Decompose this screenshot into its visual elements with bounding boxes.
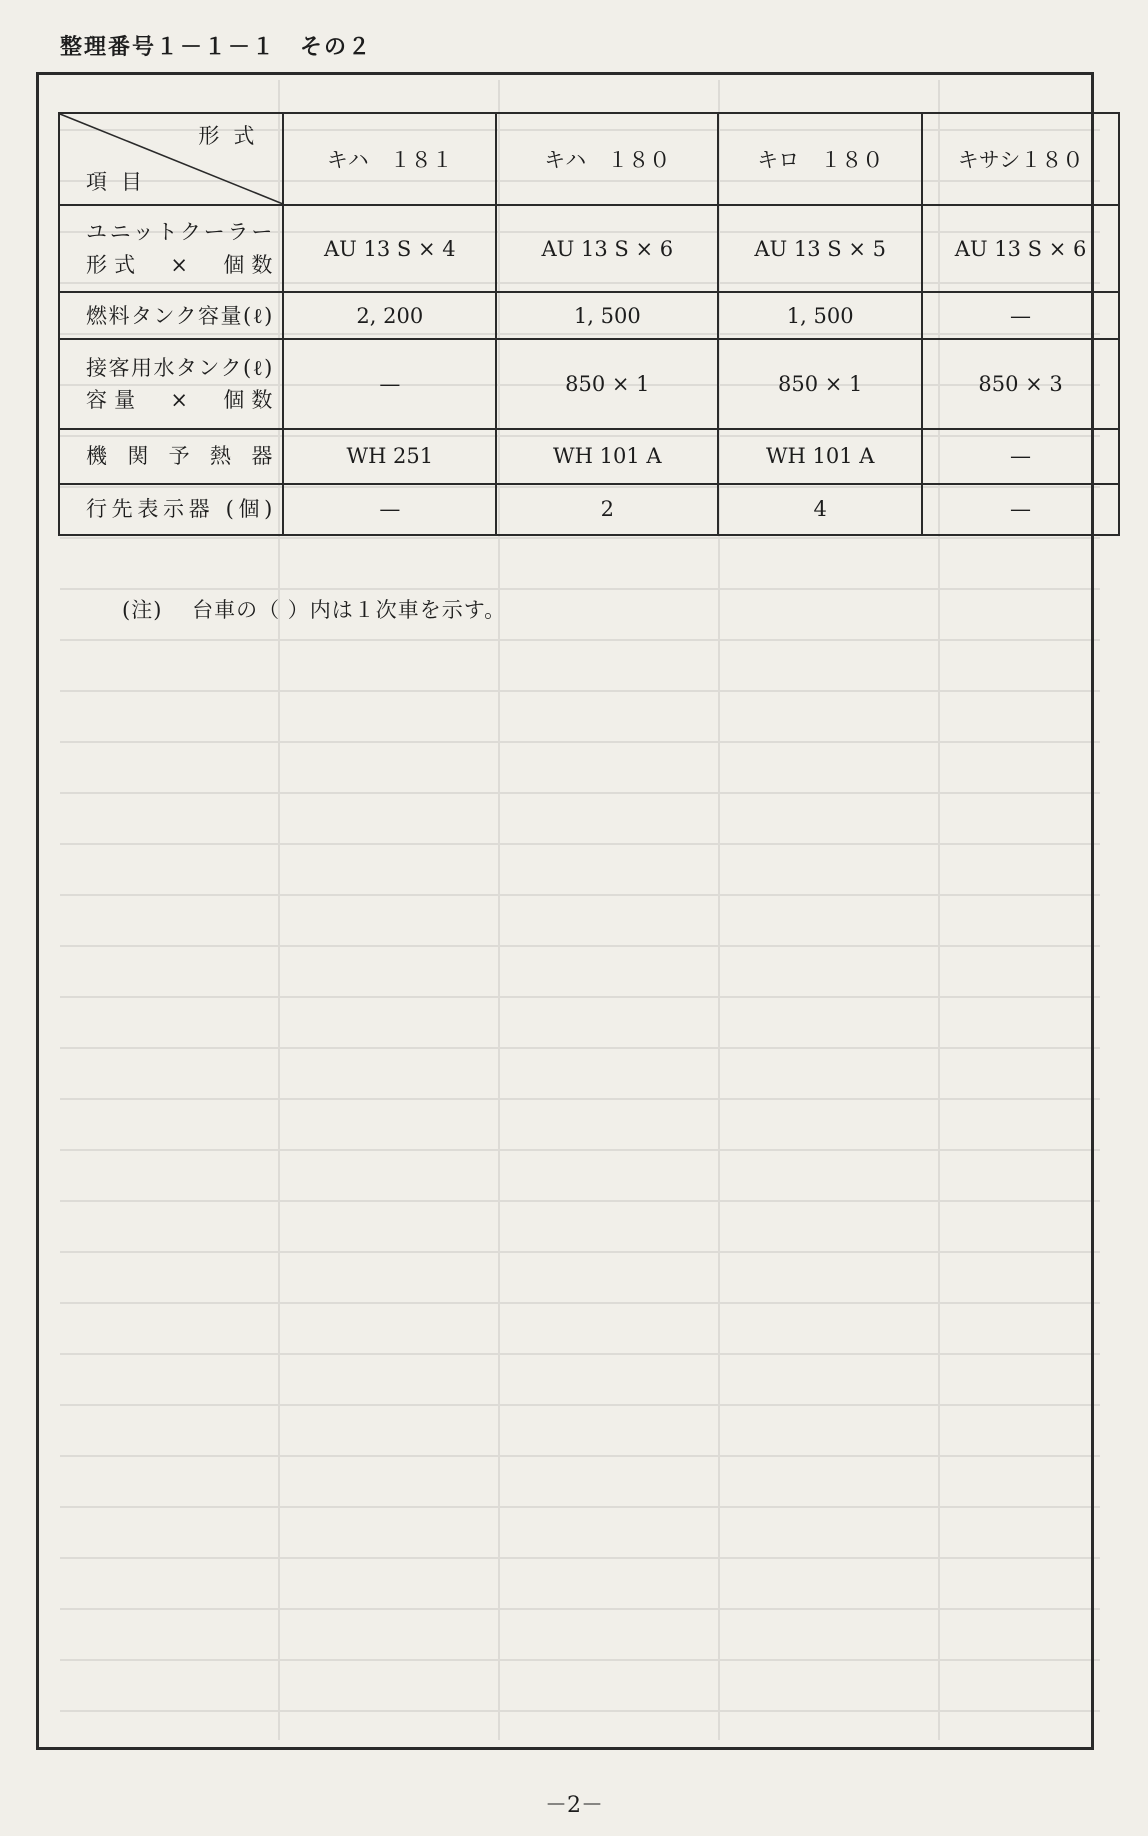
table-row (59, 484, 1119, 535)
table-cell: 850 × 1 (496, 339, 718, 429)
document-id: 整理番号１－１－１ その２ (60, 35, 373, 60)
footnote-text: 台車の（ ）内は１次車を示す。 (192, 598, 507, 622)
row-label-line: 燃料タンク容量(ℓ) (86, 303, 273, 328)
table-cell: — (283, 339, 496, 429)
table-row (59, 429, 1119, 484)
page-number: －2－ (545, 1793, 603, 1818)
table-cell: 4 (718, 484, 922, 535)
footnote (122, 594, 506, 624)
corner-header-cell (59, 113, 283, 205)
column-header: キハ １８０ (496, 113, 718, 205)
table-row (59, 292, 1119, 339)
table-cell: — (922, 484, 1119, 535)
table-row (59, 339, 1119, 429)
table-cell: WH 251 (283, 429, 496, 484)
table-cell: WH 101 A (496, 429, 718, 484)
table-cell: 850 × 1 (718, 339, 922, 429)
row-label (59, 429, 283, 484)
table-header-row (59, 113, 1119, 205)
column-header: キサシ１８０ (922, 113, 1119, 205)
row-label-line: 容量 × 個数 (86, 388, 273, 413)
row-label-line: 行先表示器 (個) (86, 497, 273, 522)
row-label (59, 339, 283, 429)
column-header: キハ １８１ (283, 113, 496, 205)
row-label-line: ユニットクーラー (86, 220, 273, 245)
row-label (59, 292, 283, 339)
row-label (59, 205, 283, 293)
corner-label-type: 形式 (198, 124, 269, 148)
table-cell: 1, 500 (718, 292, 922, 339)
table-cell: — (283, 484, 496, 535)
corner-label-item: 項目 (86, 169, 156, 194)
table-cell: — (922, 292, 1119, 339)
table-cell: AU 13 S × 6 (922, 205, 1119, 293)
table-cell: AU 13 S × 5 (718, 205, 922, 293)
table-cell: 2, 200 (283, 292, 496, 339)
column-header: キロ １８０ (718, 113, 922, 205)
spec-table (58, 112, 1120, 536)
table-cell: — (922, 429, 1119, 484)
table-cell: AU 13 S × 6 (496, 205, 718, 293)
footnote-marker: (注) (122, 598, 163, 622)
table-row (59, 205, 1119, 293)
row-label-line: 接客用水タンク(ℓ) (86, 355, 273, 380)
row-label (59, 484, 283, 535)
table-cell: AU 13 S × 4 (283, 205, 496, 293)
table-cell: WH 101 A (718, 429, 922, 484)
table-cell: 2 (496, 484, 718, 535)
table-cell: 850 × 3 (922, 339, 1119, 429)
row-label-line: 機関予熱器 (86, 444, 273, 469)
table-cell: 1, 500 (496, 292, 718, 339)
row-label-line: 形式 × 個数 (86, 252, 273, 277)
